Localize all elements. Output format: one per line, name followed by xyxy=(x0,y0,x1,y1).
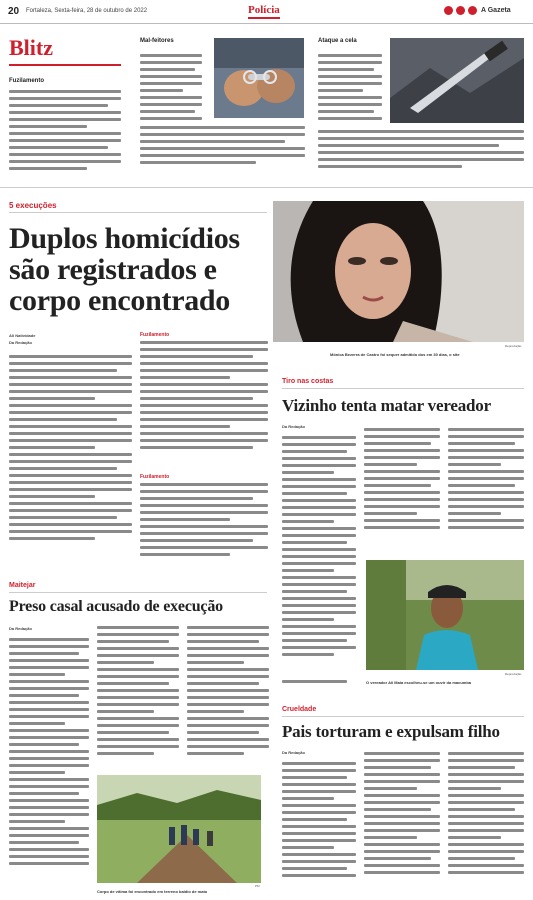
main-subhead-1: Fuzilamento xyxy=(140,332,170,338)
main-subhead-2: Fuzilamento xyxy=(140,474,170,480)
main-kicker-rule xyxy=(9,212,267,213)
main-kicker: 5 execuções xyxy=(9,201,57,210)
blitz-col3-text xyxy=(318,54,382,124)
casal-col1-text xyxy=(9,638,89,869)
social-icons xyxy=(444,6,477,15)
blitz-underline xyxy=(9,64,121,66)
blitz-subtitle: Fuzilamento xyxy=(9,78,45,84)
casal-kicker: Maitejar xyxy=(9,582,36,589)
main-byline-author: Ali Natividade xyxy=(9,333,36,338)
main-photo-caption: Mônica Bezerra de Castro foi sequer admitido dos em 30 dias, o site xyxy=(330,352,460,357)
vizinho-kicker-rule xyxy=(282,388,524,389)
blitz-col3-heading: Ataque a cela xyxy=(318,38,357,44)
casal-col3-text xyxy=(187,626,269,759)
casal-kicker-rule xyxy=(9,592,267,593)
vizinho-photo-credit: Reprodução xyxy=(505,672,522,676)
woman-portrait-photo xyxy=(273,201,524,342)
vizinho-col1-end xyxy=(282,680,356,687)
brand-logo: A Gazeta xyxy=(481,7,511,14)
vizinho-col2-text xyxy=(364,428,440,533)
blitz-title: Blitz xyxy=(9,35,53,60)
blitz-strip xyxy=(0,26,533,188)
pais-byline: Da Redação xyxy=(282,750,305,755)
facebook-icon xyxy=(444,6,453,15)
page-number: 20 xyxy=(8,6,20,17)
pais-kicker-rule xyxy=(282,716,524,717)
headline-line-3: corpo encontrado xyxy=(9,284,231,317)
casal-col2-text xyxy=(97,626,179,759)
casal-photo-credit: PM xyxy=(255,884,260,888)
page-header xyxy=(0,0,533,24)
casal-byline: Da Redação xyxy=(9,626,32,631)
vizinho-byline: Da Redação xyxy=(282,424,305,429)
man-portrait-photo xyxy=(366,560,524,670)
main-col1-text xyxy=(9,355,132,544)
crime-scene-photo xyxy=(97,775,261,883)
pais-col1-text xyxy=(282,762,356,881)
pais-col2-text xyxy=(364,752,440,878)
blitz-col1-text xyxy=(9,90,121,174)
pais-kicker: Crueldade xyxy=(282,706,317,713)
vizinho-photo-caption: O vereador Ali Maia escolheu-se um ouvir da macumba xyxy=(366,680,471,685)
twitter-icon xyxy=(468,6,477,15)
pais-col3-text xyxy=(448,752,524,878)
blitz-col2-heading: Mal-feitores xyxy=(140,38,174,44)
handcuffs-photo xyxy=(214,38,304,118)
blitz-col2-text-below xyxy=(140,126,305,168)
main-headline xyxy=(9,223,271,316)
knife-photo xyxy=(390,38,524,123)
blitz-col2-text xyxy=(140,54,202,124)
blitz-col3-text-below xyxy=(318,130,524,172)
main-col2-text xyxy=(140,341,268,453)
main-photo-credit: Reprodução xyxy=(505,344,522,348)
vizinho-col1-text xyxy=(282,436,356,660)
pais-headline: Pais torturam e expulsam filho xyxy=(282,722,500,741)
section-title: Polícia xyxy=(248,4,280,19)
vizinho-headline: Vizinho tenta matar vereador xyxy=(282,396,491,415)
casal-headline: Preso casal acusado de execução xyxy=(9,598,223,615)
headline-line-2: são registrados e xyxy=(9,253,217,286)
casal-photo-caption: Corpo de vítima foi encontrado em terreno baldio de mato xyxy=(97,889,208,894)
main-col2-text-b xyxy=(140,483,268,560)
instagram-icon xyxy=(456,6,465,15)
main-byline-desk: Da Redação xyxy=(9,340,32,345)
vizinho-col3-text xyxy=(448,428,524,533)
vizinho-kicker: Tiro nas costas xyxy=(282,378,334,385)
edition-date: Fortaleza, Sexta-feira, 28 de outubro de 2022 xyxy=(26,8,148,14)
headline-line-1: Duplos homicídios xyxy=(9,222,240,255)
